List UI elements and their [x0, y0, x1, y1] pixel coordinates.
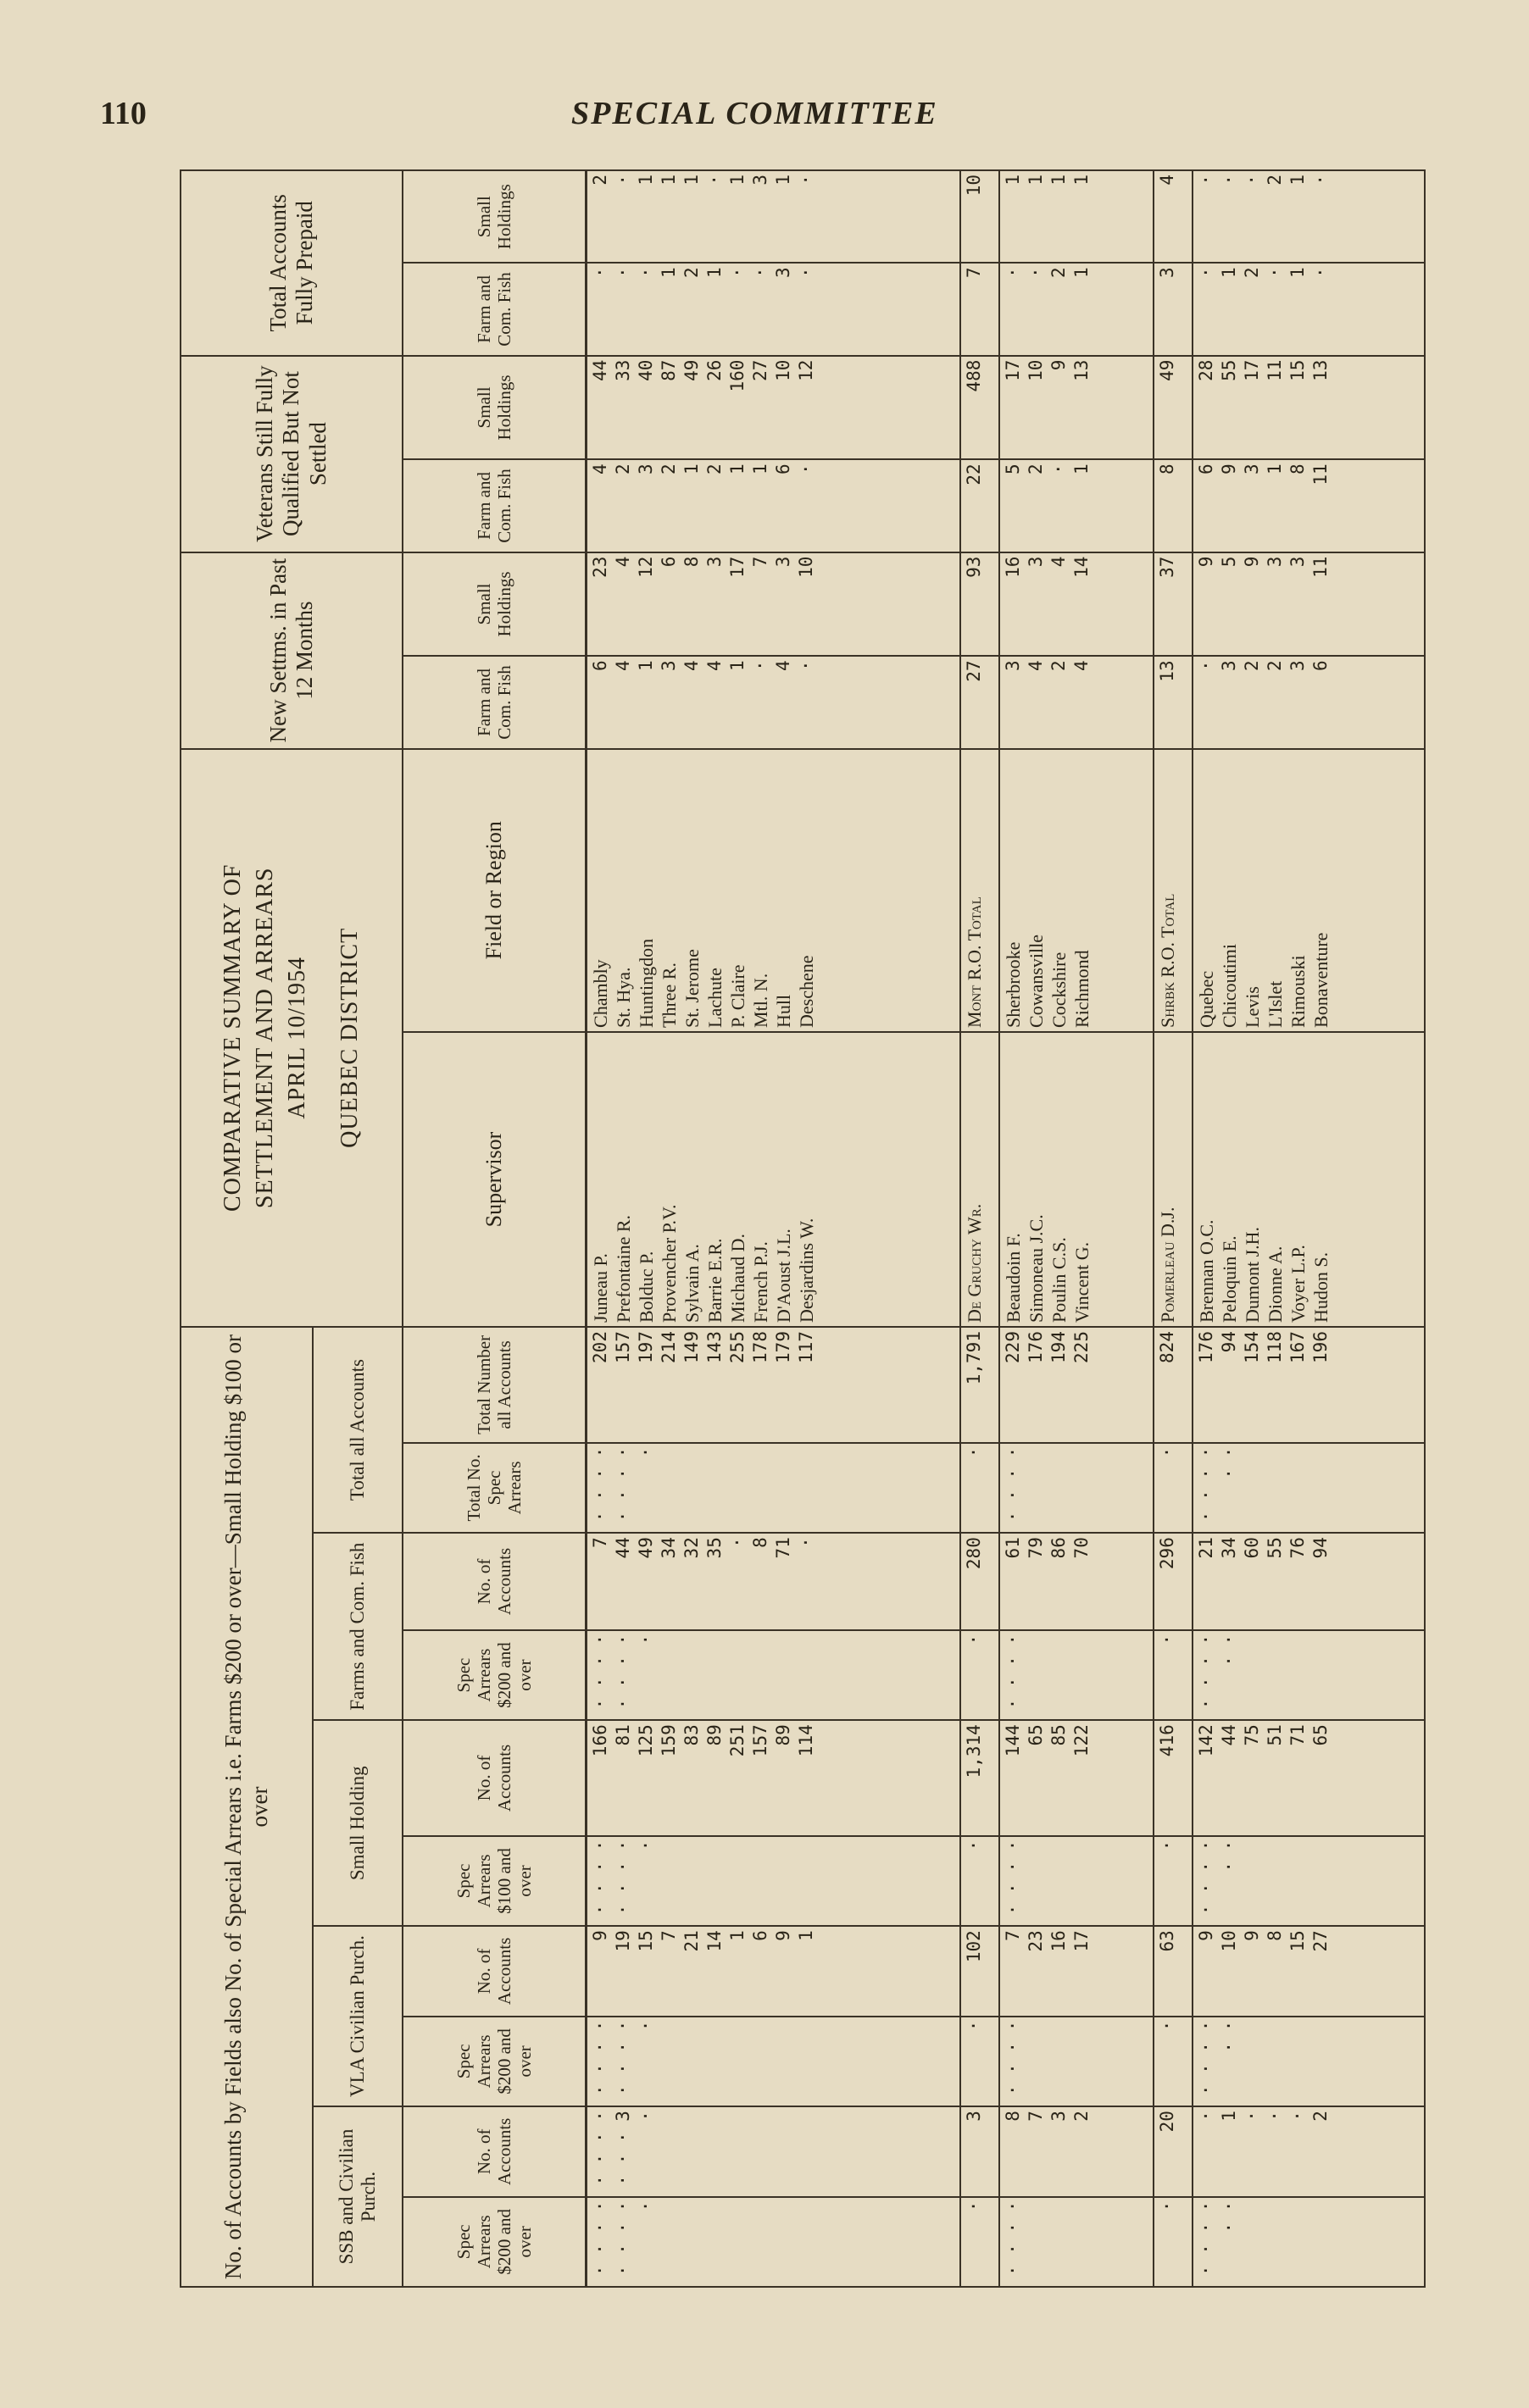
vla-spec-cell: · · · · · · · · · — [587, 2017, 960, 2106]
col-field: Field or Region — [403, 749, 587, 1032]
page-header — [0, 0, 1529, 169]
col-vet-sh: Small Holdings — [403, 356, 587, 460]
col-sh-no: No. of Accounts — [403, 1720, 587, 1835]
table-row — [587, 170, 960, 2287]
ff-no-cell: 21 34 60 55 76 94 — [1193, 1533, 1418, 1630]
col-vet-ff: Farm and Com. Fish — [403, 459, 587, 552]
tot-num-cell: 202 157 197 214 149 143 255 178 179 117 — [587, 1327, 960, 1443]
center-title — [181, 749, 403, 1327]
pre-ff-cell: · 1 2 · 1 · — [1193, 263, 1418, 355]
vet-sh-cell: 28 55 17 11 15 13 — [1193, 356, 1418, 460]
new-sh-cell: 23 4 12 6 8 3 17 7 3 10 — [587, 552, 960, 657]
tot-num-total: 1,791 — [960, 1327, 999, 1443]
table-row — [1193, 170, 1418, 2287]
ssb-no-cell: · · · · · · · 3 · — [587, 2106, 960, 2196]
pre-sh-total: 10 — [960, 170, 999, 263]
ssb-spec-cell: · · · · · · · · · — [587, 2197, 960, 2287]
sh-no-cell: 142 44 75 51 71 65 — [1193, 1720, 1418, 1835]
tot-spec-cell: · · · · · · — [1193, 1443, 1418, 1533]
ff-no-total: 296 — [1154, 1533, 1193, 1630]
sh-spec-total: · — [1154, 1836, 1193, 1926]
ssb-spec-cell: · · · · · · — [1193, 2197, 1418, 2287]
rotated-summary-table — [180, 169, 1426, 2288]
field-cell: Chambly St. Hya. Huntingdon Three R. St. Jerome Lachute P. Claire Mtl. N. Hull Deschene — [587, 749, 960, 1032]
ssb-spec-cell: · · · · — [999, 2197, 1154, 2287]
tot-spec-cell: · · · · — [999, 1443, 1154, 1533]
vla-spec-cell: · · · · — [999, 2017, 1154, 2106]
col-vla-spec: Spec Arrears $200 and over — [403, 2017, 587, 2106]
supervisor-cell: Beaudoin F. Simoneau J.C. Poulin C.S. Vincent G. — [999, 1032, 1154, 1327]
col-sh-spec: Spec Arrears $100 and over — [403, 1836, 587, 1926]
tot-spec-cell: · · · · · · · · · — [587, 1443, 960, 1533]
vet-ff-cell: 4 2 3 2 1 2 1 1 6 · — [587, 459, 960, 552]
vla-spec-total: · — [1154, 2017, 1193, 2106]
veterans-header: Veterans Still Fully Qualified But Not Settled — [181, 356, 403, 552]
sh-spec-cell: · · · · · · — [1193, 1836, 1418, 1926]
pre-sh-cell: · · · 2 1 · — [1193, 170, 1418, 263]
page-title: SPECIAL COMMITTEE — [571, 96, 938, 131]
col-vla-no: No. of Accounts — [403, 1926, 587, 2016]
vla-no-cell: 7 23 16 17 — [999, 1926, 1154, 2016]
ssb-no-cell: 8 7 3 2 — [999, 2106, 1154, 2196]
vet-ff-total: 22 — [960, 459, 999, 552]
pre-sh-cell: 2 · 1 1 1 · 1 3 1 · — [587, 170, 960, 263]
col-pre-ff: Farm and Com. Fish — [403, 263, 587, 355]
pre-sh-total: 4 — [1154, 170, 1193, 263]
district-title: QUEBEC DISTRICT — [336, 927, 363, 1148]
vet-ff-cell: 5 2 · 1 — [999, 459, 1154, 552]
new-ff-cell: 3 4 2 4 — [999, 656, 1154, 748]
tot-num-cell: 229 176 194 225 — [999, 1327, 1154, 1443]
table-filler-row — [1418, 170, 1425, 2287]
total-row — [1154, 170, 1193, 2287]
vla-spec-cell: · · · · · · — [1193, 2017, 1418, 2106]
col-ff-spec: Spec Arrears $200 and over — [403, 1630, 587, 1720]
ssb-no-total: 3 — [960, 2106, 999, 2196]
col-tot-num: Total Number all Accounts — [403, 1327, 587, 1443]
vla-no-cell: 9 10 9 8 15 27 — [1193, 1926, 1418, 2016]
vet-ff-cell: 6 9 3 1 8 11 — [1193, 459, 1418, 552]
prepaid-header: Total Accounts Fully Prepaid — [181, 170, 403, 356]
ssb-header: SSB and Civilian Purch. — [313, 2106, 403, 2287]
tot-num-total: 824 — [1154, 1327, 1193, 1443]
pre-ff-cell: · · 2 1 — [999, 263, 1154, 355]
vla-no-total: 102 — [960, 1926, 999, 2016]
farms-fish-header: Farms and Com. Fish — [313, 1533, 403, 1720]
col-new-sh: Small Holdings — [403, 552, 587, 657]
total-all-header: Total all Accounts — [313, 1327, 403, 1533]
pre-sh-cell: 1 1 1 1 — [999, 170, 1154, 263]
tot-num-cell: 176 94 154 118 167 196 — [1193, 1327, 1418, 1443]
ff-spec-cell: · · · · · · — [1193, 1630, 1418, 1720]
vet-sh-total: 488 — [960, 356, 999, 460]
ff-spec-total: · — [1154, 1630, 1193, 1720]
ff-no-total: 280 — [960, 1533, 999, 1630]
col-tot-spec: Total No. Spec Arrears — [403, 1443, 587, 1533]
pre-ff-total: 7 — [960, 263, 999, 355]
tot-spec-total: · — [960, 1443, 999, 1533]
total-row — [960, 170, 999, 2287]
ssb-no-cell: · 1 · · · 2 — [1193, 2106, 1418, 2196]
pre-ff-total: 3 — [1154, 263, 1193, 355]
sh-no-cell: 166 81 125 159 83 89 251 157 89 114 — [587, 1720, 960, 1835]
ssb-no-total: 20 — [1154, 2106, 1193, 2196]
new-ff-total: 13 — [1154, 656, 1193, 748]
center-title-line-3: APRIL 10/1954 — [284, 956, 310, 1119]
col-pre-sh: Small Holdings — [403, 170, 587, 263]
sh-no-total: 1,314 — [960, 1720, 999, 1835]
col-ff-no: No. of Accounts — [403, 1533, 587, 1630]
vla-header: VLA Civilian Purch. — [313, 1926, 403, 2106]
ssb-spec-total: · — [1154, 2197, 1193, 2287]
col-ssb-spec: Spec Arrears $200 and over — [403, 2197, 587, 2287]
ssb-spec-total: · — [960, 2197, 999, 2287]
vla-no-total: 63 — [1154, 1926, 1193, 2016]
new-ff-cell: · 3 2 2 3 6 — [1193, 656, 1418, 748]
vet-sh-cell: 44 33 40 87 49 26 160 27 10 12 — [587, 356, 960, 460]
ff-no-cell: 7 44 49 34 32 35 · 8 71 · — [587, 1533, 960, 1630]
sh-spec-cell: · · · · · · · · · — [587, 1836, 960, 1926]
left-title: No. of Accounts by Fields also No. of Special Arrears i.e. Farms $200 or over—Small Holding $100 or over — [181, 1327, 313, 2287]
center-title-line-1: COMPARATIVE SUMMARY OF — [220, 863, 247, 1212]
new-sh-total: 93 — [960, 552, 999, 657]
field-cell: Sherbrooke Cowansville Cockshire Richmond — [999, 749, 1154, 1032]
new-ff-cell: 6 4 1 3 4 4 1 · 4 · — [587, 656, 960, 748]
region-total-label: Shrbk R.O. Total — [1154, 749, 1193, 1032]
vla-spec-total: · — [960, 2017, 999, 2106]
tot-spec-total: · — [1154, 1443, 1193, 1533]
ff-spec-cell: · · · · · · · · · — [587, 1630, 960, 1720]
small-holding-header: Small Holding — [313, 1720, 403, 1926]
new-sh-cell: 16 3 4 14 — [999, 552, 1154, 657]
vet-sh-total: 49 — [1154, 356, 1193, 460]
col-supervisor: Supervisor — [403, 1032, 587, 1327]
col-new-ff: Farm and Com. Fish — [403, 656, 587, 748]
sh-no-total: 416 — [1154, 1720, 1193, 1835]
ff-no-cell: 61 79 86 70 — [999, 1533, 1154, 1630]
field-cell: Quebec Chicoutimi Levis L'Islet Rimouski Bonaventure — [1193, 749, 1418, 1032]
new-ff-total: 27 — [960, 656, 999, 748]
col-ssb-no: No. of Accounts — [403, 2106, 587, 2196]
supervisor-cell: Juneau P. Prefontaine R. Bolduc P. Provencher P.V. Sylvain A. Barrie E.R. Michaud D. French P.J. D'Aoust J.L. Desjardins W. — [587, 1032, 960, 1327]
new-sh-cell: 9 5 9 3 3 11 — [1193, 552, 1418, 657]
center-title-line-2: SETTLEMENT AND ARREARS — [252, 867, 279, 1209]
page-number: 110 — [100, 96, 147, 131]
new-sh-total: 37 — [1154, 552, 1193, 657]
sh-no-cell: 144 65 85 122 — [999, 1720, 1154, 1835]
pre-ff-cell: · · · 1 2 1 · · 3 · — [587, 263, 960, 355]
summary-table — [180, 169, 1426, 2288]
ff-spec-cell: · · · · — [999, 1630, 1154, 1720]
supervisor-cell: Brennan O.C. Peloquin E. Dumont J.H. Dionne A. Voyer L.P. Hudon S. — [1193, 1032, 1418, 1327]
sh-spec-cell: · · · · — [999, 1836, 1154, 1926]
vet-ff-total: 8 — [1154, 459, 1193, 552]
region-supervisor: Pomerleau D.J. — [1154, 1032, 1193, 1327]
region-total-label: Mont R.O. Total — [960, 749, 999, 1032]
table-row — [999, 170, 1154, 2287]
region-supervisor: De Gruchy Wr. — [960, 1032, 999, 1327]
ff-spec-total: · — [960, 1630, 999, 1720]
new-settms-header: New Settms. in Past 12 Months — [181, 552, 403, 749]
sh-spec-total: · — [960, 1836, 999, 1926]
vet-sh-cell: 17 10 9 13 — [999, 356, 1154, 460]
vla-no-cell: 9 19 15 7 21 14 1 6 9 1 — [587, 1926, 960, 2016]
